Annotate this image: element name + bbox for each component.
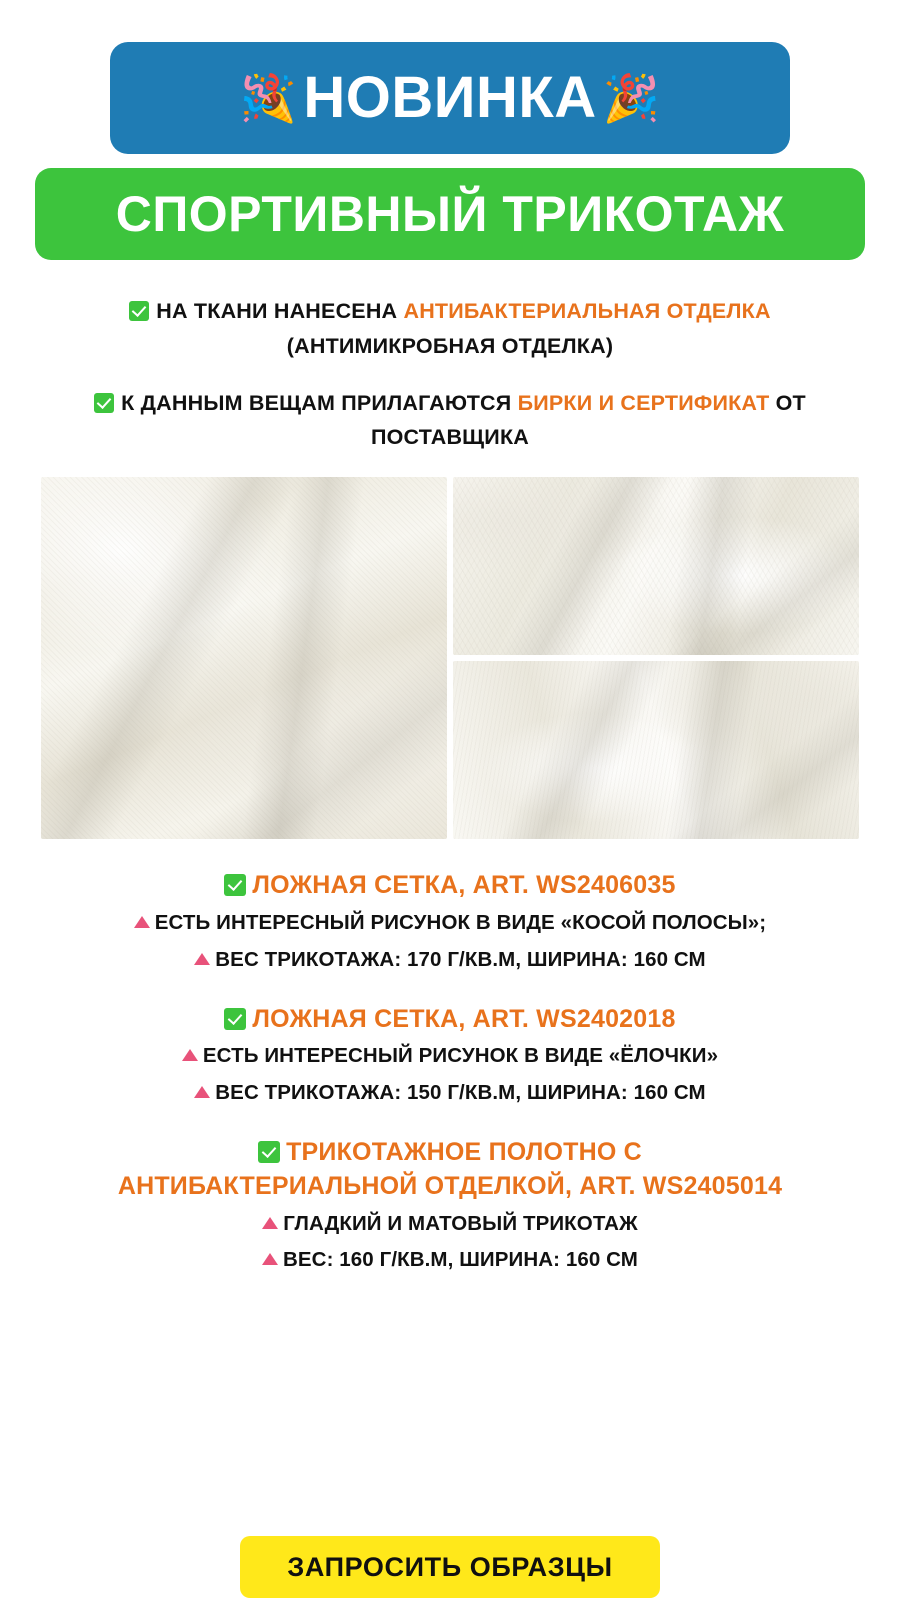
cta-container <box>0 1536 900 1598</box>
banner-novinka-title: НОВИНКА <box>303 65 597 130</box>
fabric-photo-diagonal-stripe <box>41 477 447 839</box>
product-detail-text: ВЕС: 160 Г/КВ.М, ШИРИНА: 160 СМ <box>283 1248 638 1272</box>
feature-text-highlight: БИРКИ И СЕРТИФИКАТ <box>517 390 770 415</box>
feature-text-suffix: ОТ <box>769 390 806 415</box>
triangle-bullet-icon <box>194 953 210 965</box>
product-title <box>36 1136 864 1170</box>
check-icon <box>224 1008 246 1030</box>
fabric-fold-shading <box>453 661 859 839</box>
check-icon <box>258 1141 280 1163</box>
feature-item-antibacterial <box>40 294 860 364</box>
banner-sport-knit <box>35 168 865 260</box>
product-title <box>36 1003 864 1037</box>
party-popper-icon: 🎉 <box>602 72 660 124</box>
feature-line-primary <box>40 294 860 329</box>
product-detail <box>36 1077 864 1110</box>
feature-text-prefix: НА ТКАНИ НАНЕСЕНА <box>156 299 404 323</box>
product-ws2405014 <box>36 1136 864 1277</box>
fabric-photo-herringbone <box>453 477 859 655</box>
promo-page <box>0 42 900 1600</box>
feature-line-secondary: ПОСТАВЩИКА <box>370 425 529 450</box>
triangle-bullet-icon <box>194 1086 210 1098</box>
product-detail <box>36 1040 864 1073</box>
fabric-fold-shading <box>453 477 859 655</box>
product-list <box>0 869 900 1277</box>
check-icon <box>94 393 114 413</box>
request-samples-button[interactable]: ЗАПРОСИТЬ ОБРАЗЦЫ <box>240 1536 660 1598</box>
product-title <box>36 869 864 903</box>
triangle-bullet-icon <box>182 1049 198 1061</box>
party-popper-icon: 🎉 <box>240 72 298 124</box>
product-title-text: ЛОЖНАЯ СЕТКА, ART. WS2402018 <box>252 1004 676 1033</box>
check-icon <box>224 874 246 896</box>
product-detail <box>36 944 864 977</box>
product-ws2402018 <box>36 1003 864 1110</box>
fabric-photo-smooth-matte <box>453 661 859 839</box>
feature-text-highlight: АНТИБАКТЕРИАЛЬНАЯ ОТДЕЛКА <box>403 299 771 323</box>
product-title-text-line1: ТРИКОТАЖНОЕ ПОЛОТНО С <box>286 1138 642 1166</box>
triangle-bullet-icon <box>134 916 150 928</box>
product-detail-text: ВЕС ТРИКОТАЖА: 150 Г/КВ.М, ШИРИНА: 160 СМ <box>215 1081 706 1105</box>
check-icon <box>129 301 149 321</box>
product-detail-text: ВЕС ТРИКОТАЖА: 170 Г/КВ.М, ШИРИНА: 160 СМ <box>215 947 706 971</box>
triangle-bullet-icon <box>262 1217 278 1229</box>
product-title-line2: АНТИБАКТЕРИАЛЬНОЙ ОТДЕЛКОЙ, ART. WS2405014 <box>117 1171 783 1200</box>
product-detail <box>36 907 864 940</box>
feature-line-secondary: (АНТИМИКРОБНАЯ ОТДЕЛКА) <box>286 333 614 358</box>
product-detail <box>36 1208 864 1241</box>
triangle-bullet-icon <box>262 1253 278 1265</box>
product-title-text: ЛОЖНАЯ СЕТКА, ART. WS2406035 <box>252 871 676 900</box>
feature-line-primary <box>40 386 860 421</box>
product-detail-text: ГЛАДКИЙ И МАТОВЫЙ ТРИКОТАЖ <box>283 1211 638 1235</box>
product-detail <box>36 1244 864 1277</box>
banner-sport-knit-title: СПОРТИВНЫЙ ТРИКОТАЖ <box>115 186 785 242</box>
product-detail-text: ЕСТЬ ИНТЕРЕСНЫЙ РИСУНОК В ВИДЕ «ЁЛОЧКИ» <box>202 1044 719 1068</box>
fabric-photo-collage <box>41 477 859 845</box>
product-detail-text: ЕСТЬ ИНТЕРЕСНЫЙ РИСУНОК В ВИДЕ «КОСОЙ ПОЛОСЫ»; <box>154 911 767 935</box>
features-list <box>0 294 900 455</box>
banner-novinka <box>110 42 790 154</box>
feature-item-certificate <box>40 386 860 456</box>
feature-text-prefix: К ДАННЫМ ВЕЩАМ ПРИЛАГАЮТСЯ <box>121 390 518 415</box>
product-ws2406035 <box>36 869 864 976</box>
fabric-fold-shading <box>41 477 447 839</box>
